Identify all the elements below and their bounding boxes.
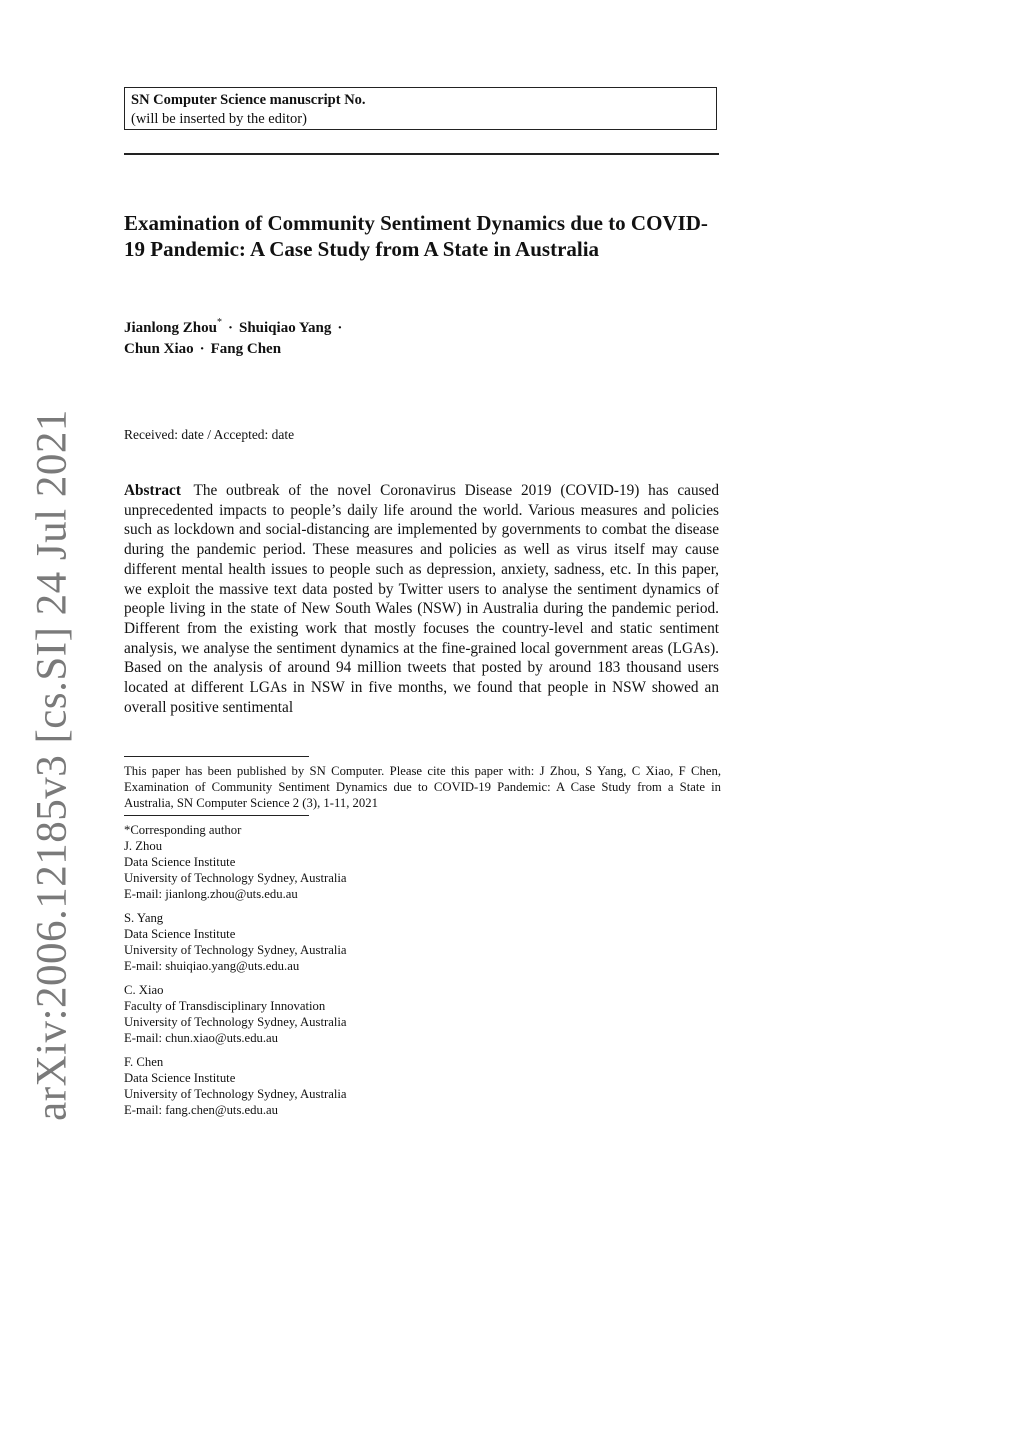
affiliation-dept: Data Science Institute bbox=[124, 927, 236, 941]
affiliation-dept: Faculty of Transdisciplinary Innovation bbox=[124, 999, 326, 1013]
corresponding-mark: * bbox=[216, 317, 222, 328]
affiliation-univ: University of Technology Sydney, Australia bbox=[124, 1087, 347, 1101]
affiliation-name: S. Yang bbox=[124, 911, 164, 925]
affiliation-name: C. Xiao bbox=[124, 983, 164, 997]
abstract bbox=[124, 481, 719, 717]
affiliation-dept: Data Science Institute bbox=[124, 855, 236, 869]
author-line-1 bbox=[124, 318, 724, 339]
abstract-label: Abstract bbox=[124, 482, 181, 499]
header-rule bbox=[124, 153, 719, 155]
affiliation-block bbox=[124, 1054, 544, 1118]
affiliation-univ: University of Technology Sydney, Australia bbox=[124, 943, 347, 957]
affiliation-name: J. Zhou bbox=[124, 839, 163, 853]
affiliation-email: E-mail: shuiqiao.yang@uts.edu.au bbox=[124, 959, 300, 973]
footnote-rule bbox=[124, 815, 309, 816]
manuscript-box bbox=[124, 87, 717, 130]
affiliation-email: E-mail: jianlong.zhou@uts.edu.au bbox=[124, 887, 298, 901]
affiliation-univ: University of Technology Sydney, Australia bbox=[124, 871, 347, 885]
author-separator: · bbox=[199, 341, 205, 357]
footnote-rule bbox=[124, 756, 309, 757]
paper-title: Examination of Community Sentiment Dynamics due to COVID-19 Pandemic: A Case Study from A State in Australia bbox=[124, 211, 708, 261]
affiliation-dept: Data Science Institute bbox=[124, 1071, 236, 1085]
author-separator: · bbox=[227, 320, 233, 336]
author-separator: · bbox=[337, 320, 343, 336]
publication-note: This paper has been published by SN Computer. Please cite this paper with: J Zhou, S Yang, C Xiao, F Chen, Examination of Community Sentiment Dynamics due to COVID-19 Pandemic: A Case Study from a State in Australia, SN Computer Science 2 (3), 1-11, 2021 bbox=[124, 764, 721, 810]
affiliation-block bbox=[124, 910, 544, 974]
affiliation-email: E-mail: chun.xiao@uts.edu.au bbox=[124, 1031, 279, 1045]
received-date: Received: date / Accepted: date bbox=[124, 427, 295, 442]
arxiv-stamp: arXiv:2006.12185v3 [cs.SI] 24 Jul 2021 bbox=[28, 409, 76, 1121]
journal-line: SN Computer Science manuscript No. bbox=[131, 92, 366, 108]
author-name: Shuiqiao Yang bbox=[238, 320, 332, 336]
corresponding-note: *Corresponding author bbox=[124, 823, 242, 837]
author-line-2 bbox=[124, 339, 724, 360]
editor-line: (will be inserted by the editor) bbox=[131, 111, 307, 127]
affiliation-univ: University of Technology Sydney, Australia bbox=[124, 1015, 347, 1029]
abstract-text: The outbreak of the novel Coronavirus Disease 2019 (COVID-19) has caused unprecedented impacts to people’s daily life around the world. Various measures and policies such as lockdown and social-distancing are implemented by governments to combat the disease during the pandemic period. These measures and policies as well as virus itself may cause different mental health issues to people such as depression, anxiety, sadness, etc. In this paper, we exploit the massive text data posted by Twitter users to analyse the sentiment dynamics of people living in the state of New South Wales (NSW) in Australia during the pandemic period. Different from the existing work that mostly focuses the country-level and static sentiment analysis, we analyse the sentiment dynamics at the fine-grained local government areas (LGAs). Based on the analysis of around 94 million tweets that posted by around 183 thousand users located at different LGAs in NSW in five months, we found that people in NSW showed an overall positive sentimental bbox=[124, 482, 719, 716]
author-name: Chun Xiao bbox=[124, 341, 194, 357]
author-name: Jianlong Zhou bbox=[124, 320, 217, 336]
affiliation-email: E-mail: fang.chen@uts.edu.au bbox=[124, 1103, 279, 1117]
affiliation-name: F. Chen bbox=[124, 1055, 164, 1069]
affiliation-block bbox=[124, 838, 544, 902]
author-name: Fang Chen bbox=[210, 341, 282, 357]
affiliation-block bbox=[124, 982, 544, 1046]
author-list bbox=[124, 318, 724, 360]
